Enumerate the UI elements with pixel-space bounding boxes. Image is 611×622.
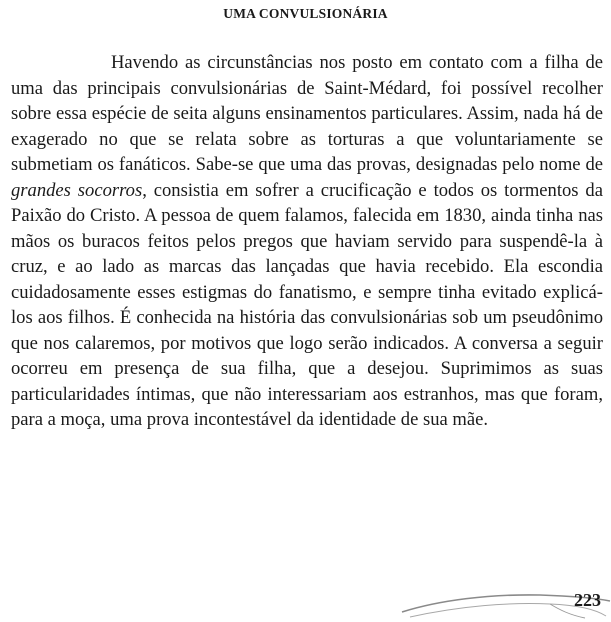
paragraph-text-after-italic: , consistia em sofrer a crucificação e todos os tormentos da Paixão do Cristo. A pessoa de quem falamos, falecida em 1830, ainda tinha nas mãos os buracos feitos pelos pregos que haviam servido para suspendê-la à cruz, e ao lado as marcas das lançadas que havia recebido. Ela escondia cuidadosamente esses estigmas do fanatismo, e sempre tinha evitado explicá-los aos filhos. É conhecida na história das convulsionárias sob um pseudônimo que nos calaremos, por motivos que logo serão indicados. A conversa a seguir ocorreu em presença de sua filha, que a desejou. Suprimimos as suas particularidades íntimas, que não interessariam aos estranhos, mas que foram, para a moça, uma prova incontestável da identidade de sua mãe. [11, 179, 603, 430]
running-header: UMA CONVULSIONÁRIA [223, 6, 388, 21]
body-paragraph [11, 50, 603, 433]
italic-term: grandes socorros [11, 179, 143, 201]
paragraph-text-before-italic: Havendo as circunstâncias nos posto em contato com a filha de uma das principais convulsionárias de Saint-Médard, foi possível recolher sobre essa espécie de seita alguns ensinamentos particulares. Assim, nada há de exagerado no que se relata sobre as torturas a que voluntariamente se submetiam os fanáticos. Sabe-se que uma das provas, designadas pelo nome de [11, 52, 603, 175]
page-number: 223 [574, 590, 601, 610]
